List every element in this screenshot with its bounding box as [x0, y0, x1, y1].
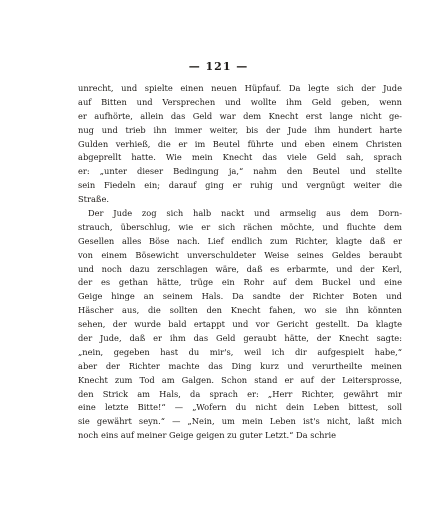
page-number: — 121 —: [188, 60, 249, 73]
text-line: sein Fiedeln ein; darauf ging er ruhig und vergnügt weiter die: [78, 180, 402, 191]
body-text: [78, 82, 402, 443]
text-line: Gesellen alles Böse nach. Lief endlich zum Richter, klagte daß er: [78, 235, 402, 246]
text-line: eine letzte Bitte!“ — „Wofern du nicht dein Leben bittest, soll: [78, 402, 402, 413]
text-line: „nein, gegeben hast du mir's, weil ich dir aufgespielt habe,“: [78, 346, 402, 357]
text-line: aber der Richter machte das Ding kurz und verurtheilte meinen: [78, 360, 402, 371]
text-line: noch eins auf meiner Geige geigen zu guter Letzt.“ Da schrie: [78, 430, 337, 441]
text-line: strauch, überschlug, wie er sich rächen möchte, und fluchte dem: [78, 221, 402, 232]
text-line: von einem Bösewicht unverschuldeter Weise seines Geldes beraubt: [78, 249, 402, 260]
text-line: sie gewährt seyn.“ — „Nein, um mein Leben ist's nicht, laßt mich: [78, 416, 402, 427]
text-line: der Jude, daß er ihm das Geld geraubt hätte, der Knecht sagte:: [78, 333, 402, 344]
text-line: den Strick am Hals, da sprach er: „Herr Richter, gewährt mir: [78, 388, 402, 399]
text-line: nug und trieb ihn immer weiter, bis der Jude ihm hundert harte: [78, 124, 402, 135]
text-line: und noch dazu zerschlagen wäre, daß es erbarmte, und der Kerl,: [78, 263, 402, 274]
text-line: unrecht, und spielte einen neuen Hüpfauf. Da legte sich der Jude: [78, 83, 402, 93]
text-line: Knecht zum Tod am Galgen. Schon stand er auf der Leitersprosse,: [78, 374, 402, 385]
text-line: auf Bitten und Versprechen und wollte ihm Geld geben, wenn: [78, 96, 402, 107]
text-line: sehen, der wurde bald ertappt und vor Gericht gestellt. Da klagte: [78, 319, 402, 330]
text-line: der es gethan hätte, trüge ein Rohr auf dem Buckel und eine: [78, 277, 402, 288]
text-line: Straße.: [78, 194, 110, 205]
text-line: Häscher aus, die sollten den Knecht fahen, wo sie ihn könnten: [78, 305, 402, 316]
text-line: abgeprellt hatte. Wie mein Knecht das viele Geld sah, sprach: [78, 152, 402, 163]
text-line: Der Jude zog sich halb nackt und armselig aus dem Dorn-: [88, 208, 402, 219]
text-line: er aufhörte, allein das Geld war dem Knecht erst lange nicht ge-: [78, 110, 402, 121]
text-line: Geige hinge an seinem Hals. Da sandte der Richter Boten und: [78, 291, 402, 302]
text-line: er: „unter dieser Bedingung ja,“ nahm den Beutel und stellte: [78, 166, 402, 177]
text-line: Gulden verhieß, die er im Beutel führte und eben einem Christen: [78, 138, 402, 149]
